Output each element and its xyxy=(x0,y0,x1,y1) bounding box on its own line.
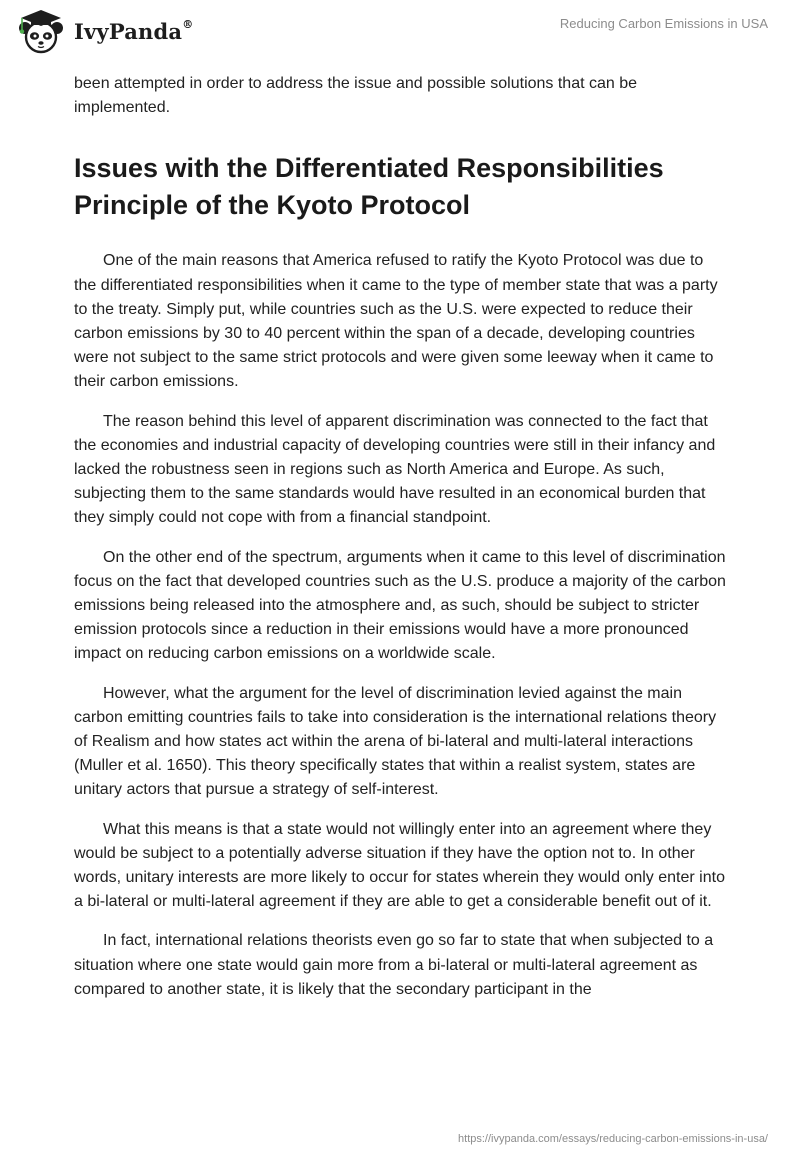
page-header xyxy=(0,0,800,66)
intro-text: been attempted in order to address the issue and possible solutions that can be implemented. xyxy=(74,75,638,117)
paragraph: On the other end of the spectrum, arguments when it came to this level of discrimination focus on the fact that developed countries such as the U.S. produce a majority of the carbon emissions being released into the atmosphere and, as such, should be subject to stricter emission protocols since a reduction in their emissions would have a more pronounced impact on reducing carbon emissions on a worldwide scale. xyxy=(74,548,726,663)
brand-name: IvyPanda® xyxy=(74,17,194,44)
panda-graduation-cap-icon xyxy=(16,8,66,54)
paragraph: However, what the argument for the level of discrimination levied against the main carbon emitting countries fails to take into consideration is the international relations theory of Realism and how states act within the arena of bi-lateral and multi-lateral interactions (Muller et al. 1650). This theory specifically states that within a realist system, states are unitary actors that pursue a strategy of self-interest. xyxy=(74,684,717,799)
paragraph: The reason behind this level of apparent discrimination was connected to the fact that the economies and industrial capacity of developing countries were still in their infancy and lacked the robustness seen in regions such as North America and Europe. As such, subjecting them to the same standards would have resulted in an economical burden that they simply could not cope with from a financial standpoint. xyxy=(74,412,716,527)
document-title: Reducing Carbon Emissions in USA xyxy=(559,16,768,31)
essay-body xyxy=(74,72,726,1017)
trademark-symbol: ® xyxy=(182,17,194,31)
ivypanda-logo[interactable] xyxy=(16,8,193,54)
paragraph: One of the main reasons that America refused to ratify the Kyoto Protocol was due to the differentiated responsibilities when it came to the type of member state that was a party to the treaty. Simply put, while countries such as the U.S. were expected to reduce their carbon emissions by 30 to 40 percent within the span of a decade, developing countries were not subject to the same strict protocols and were given some leeway when it came to their carbon emissions. xyxy=(74,252,718,391)
source-url-link[interactable]: https://ivypanda.com/essays/reducing-carbon-emissions-in-usa/ xyxy=(458,1133,768,1145)
paragraph: In fact, international relations theorists even go so far to state that when subjected to a situation where one state would gain more from a bi-lateral or multi-lateral agreement as compared to another state, it is likely that the secondary participant in the xyxy=(74,932,714,998)
section-heading: Issues with the Differentiated Responsibilities Principle of the Kyoto Protocol xyxy=(74,153,664,221)
paragraph: What this means is that a state would not willingly enter into an agreement where they would be subject to a potentially adverse situation if they have the option not to. In other words, unitary interests are more likely to occur for states wherein they would only enter into a bi-lateral or multi-lateral agreement if they are able to get a considerable benefit out of it. xyxy=(74,820,725,911)
